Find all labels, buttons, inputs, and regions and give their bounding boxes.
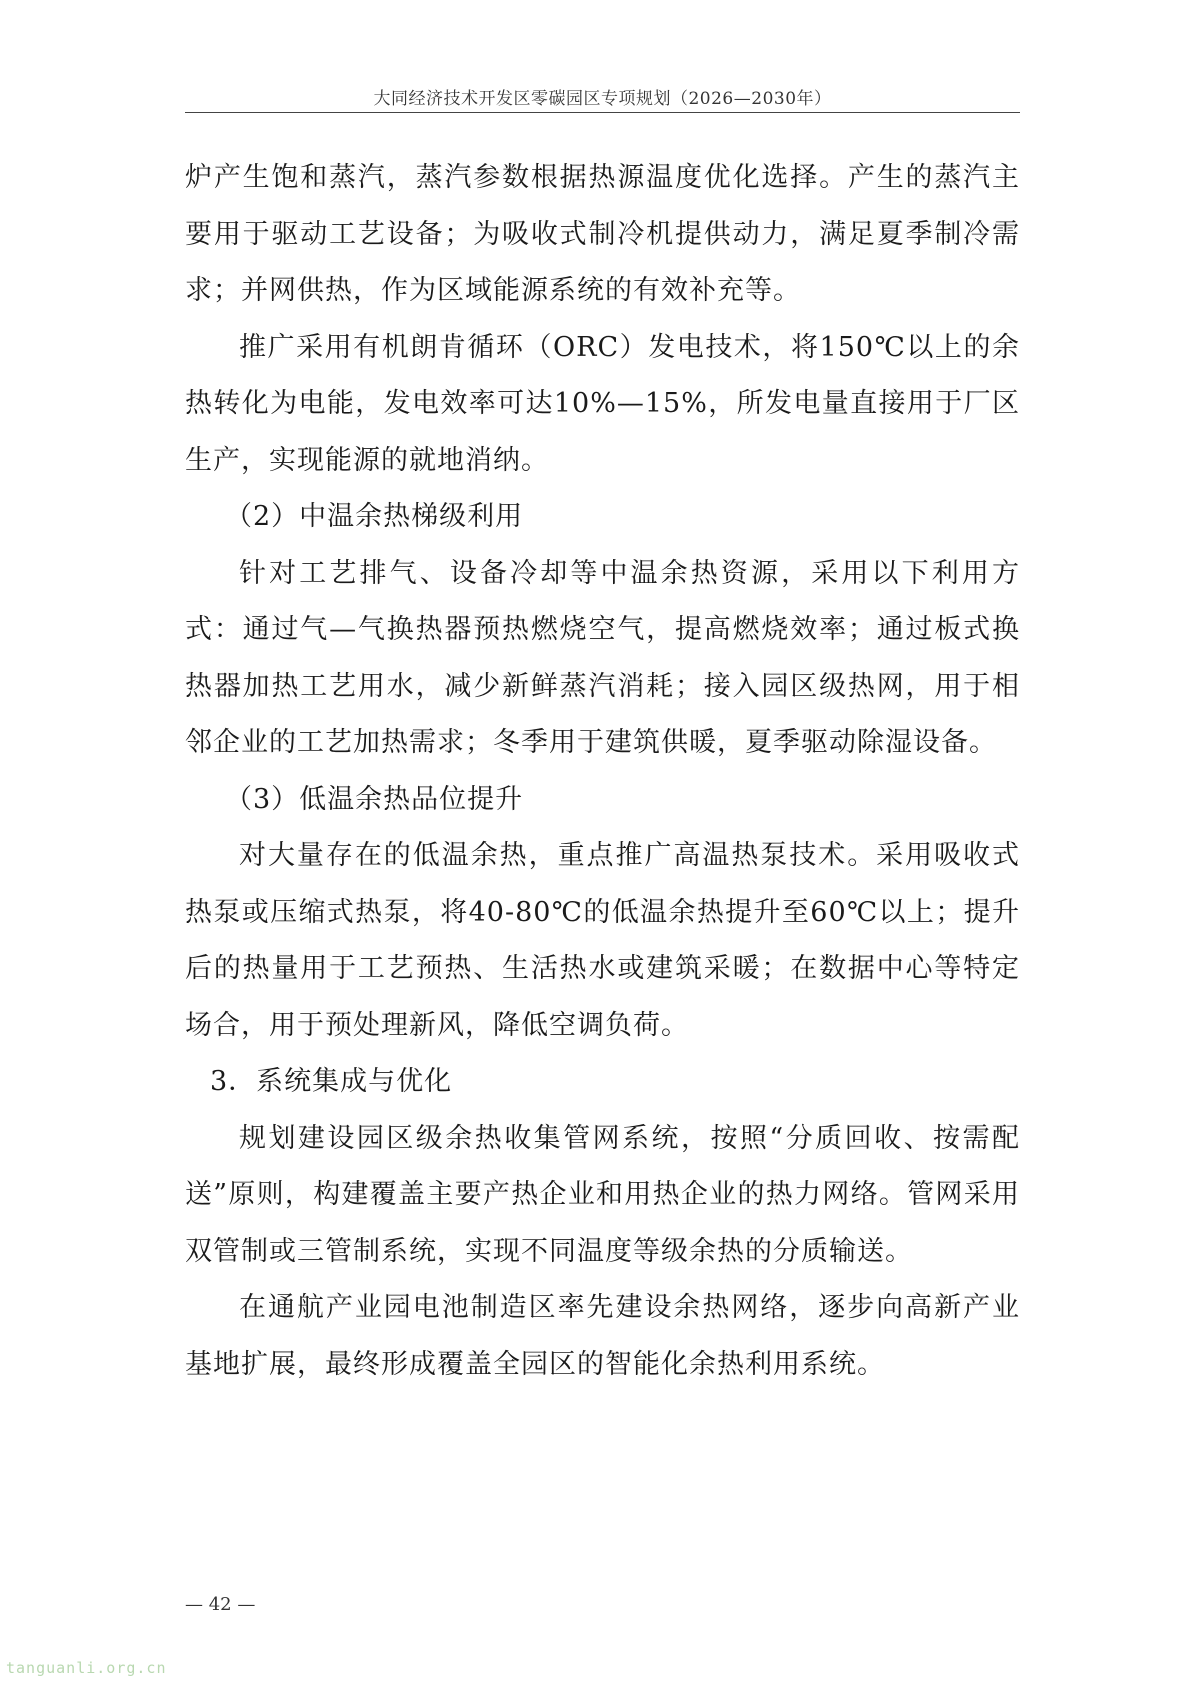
page-number: — 42 — bbox=[185, 1594, 256, 1615]
header-divider bbox=[185, 112, 1020, 113]
paragraph-low-temp: 对大量存在的低温余热，重点推广高温热泵技术。采用吸收式热泵或压缩式热泵，将40-80℃的低温余热提升至60℃以上；提升后的热量用于工艺预热、生活热水或建筑采暖；在数据中心等特定场合，用于预处理新风，降低空调负荷。 bbox=[185, 840, 1020, 1041]
paragraph-steam-usage: 炉产生饱和蒸汽，蒸汽参数根据热源温度优化选择。产生的蒸汽主要用于驱动工艺设备；为吸收式制冷机提供动力，满足夏季制冷需求；并网供热，作为区域能源系统的有效补充等。 bbox=[185, 162, 1020, 306]
page-body bbox=[185, 150, 1020, 1393]
subheading-low-temp: （3）低温余热品位提升 bbox=[225, 783, 524, 815]
paragraph-medium-temp: 针对工艺排气、设备冷却等中温余热资源，采用以下利用方式：通过气—气换热器预热燃烧空气，提高燃烧效率；通过板式换热器加热工艺用水，减少新鲜蒸汽消耗；接入园区级热网，用于相邻企业的工艺加热需求；冬季用于建筑供暖，夏季驱动除湿设备。 bbox=[185, 557, 1020, 758]
paragraph-rollout: 在通航产业园电池制造区率先建设余热网络，逐步向高新产业基地扩展，最终形成覆盖全园区的智能化余热利用系统。 bbox=[185, 1292, 1020, 1380]
watermark: tanguanli.org.cn bbox=[6, 1659, 167, 1677]
subheading-medium-temp: （2）中温余热梯级利用 bbox=[225, 501, 524, 532]
running-header: 大同经济技术开发区零碳园区专项规划（2026—2030年） bbox=[373, 89, 832, 109]
paragraph-orc-power: 推广采用有机朗肯循环（ORC）发电技术，将150℃以上的余热转化为电能，发电效率可达10%—15%，所发电量直接用于厂区生产，实现能源的就地消纳。 bbox=[185, 331, 1020, 476]
section-heading-system-integration: 3．系统集成与优化 bbox=[210, 1066, 453, 1097]
paragraph-pipe-network: 规划建设园区级余热收集管网系统，按照“分质回收、按需配送”原则，构建覆盖主要产热企业和用热企业的热力网络。管网采用双管制或三管制系统，实现不同温度等级余热的分质输送。 bbox=[185, 1122, 1020, 1267]
